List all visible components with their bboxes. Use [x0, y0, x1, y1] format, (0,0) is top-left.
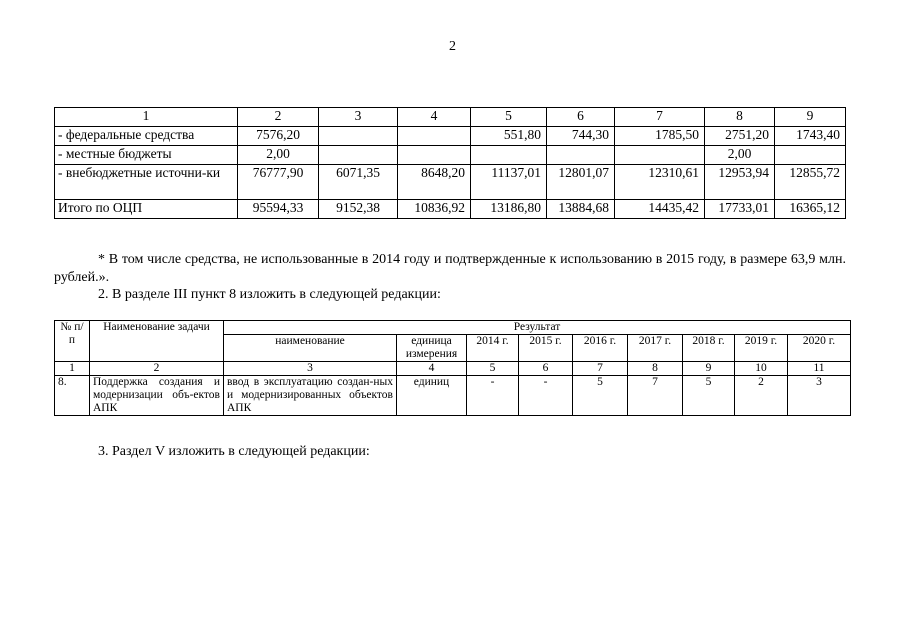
table-cell: 8648,20	[398, 165, 471, 200]
table-cell: 13186,80	[471, 200, 547, 219]
column-number: 11	[788, 362, 851, 376]
col-name-header: наименование	[224, 335, 397, 362]
header-cell: 6	[547, 108, 615, 127]
indicator-name: ввод в эксплуатацию создан-ных и модернизированных объектов АПК	[224, 376, 397, 416]
table-header-row	[55, 321, 851, 335]
table-row	[55, 376, 851, 416]
table-row	[55, 165, 846, 200]
column-number: 4	[397, 362, 467, 376]
table-cell: 744,30	[547, 127, 615, 146]
column-number: 8	[628, 362, 683, 376]
year-value: -	[519, 376, 573, 416]
row-label: - местные бюджеты	[55, 146, 238, 165]
column-number: 1	[55, 362, 90, 376]
year-value: 5	[683, 376, 735, 416]
year-value: 5	[573, 376, 628, 416]
year-value: 2	[735, 376, 788, 416]
table-cell: 95594,33	[238, 200, 319, 219]
column-number: 10	[735, 362, 788, 376]
header-cell: 1	[55, 108, 238, 127]
table-cell: 16365,12	[775, 200, 846, 219]
column-number: 5	[467, 362, 519, 376]
table-cell: 1743,40	[775, 127, 846, 146]
year-value: 3	[788, 376, 851, 416]
table-cell: 2751,20	[705, 127, 775, 146]
row-label: - внебюджетные источни-ки	[55, 165, 238, 200]
table-cell: 17733,01	[705, 200, 775, 219]
page-number: 2	[449, 39, 456, 54]
table-cell	[775, 146, 846, 165]
year-header: 2019 г.	[735, 335, 788, 362]
year-header: 2014 г.	[467, 335, 519, 362]
year-header: 2018 г.	[683, 335, 735, 362]
funding-table	[54, 107, 846, 219]
table-cell: 2,00	[238, 146, 319, 165]
table-cell: 10836,92	[398, 200, 471, 219]
row-label: - федеральные средства	[55, 127, 238, 146]
table-cell: 2,00	[705, 146, 775, 165]
header-cell: 5	[471, 108, 547, 127]
col-result-header: Результат	[224, 321, 851, 335]
column-number: 7	[573, 362, 628, 376]
column-number: 9	[683, 362, 735, 376]
year-header: 2016 г.	[573, 335, 628, 362]
column-number-row	[55, 362, 851, 376]
header-cell: 2	[238, 108, 319, 127]
table-cell	[398, 146, 471, 165]
table-cell: 12310,61	[615, 165, 705, 200]
item-2-paragraph: 2. В разделе III пункт 8 изложить в следующей редакции:	[98, 287, 441, 302]
header-cell: 7	[615, 108, 705, 127]
year-value: -	[467, 376, 519, 416]
table-cell: 11137,01	[471, 165, 547, 200]
header-cell: 3	[319, 108, 398, 127]
table-cell: 551,80	[471, 127, 547, 146]
table-cell: 13884,68	[547, 200, 615, 219]
unit: единиц	[397, 376, 467, 416]
column-number: 6	[519, 362, 573, 376]
col-unit-header: единица измерения	[397, 335, 467, 362]
year-header: 2017 г.	[628, 335, 683, 362]
results-table	[54, 320, 851, 416]
year-header: 2020 г.	[788, 335, 851, 362]
table-header-row	[55, 108, 846, 127]
column-number: 2	[90, 362, 224, 376]
table-cell: 9152,38	[319, 200, 398, 219]
table-cell: 6071,35	[319, 165, 398, 200]
col-number-header: № п/п	[55, 321, 90, 362]
table-cell	[547, 146, 615, 165]
table-cell	[319, 146, 398, 165]
task-name: Поддержка создания и модернизации объ-ектов АПК	[90, 376, 224, 416]
table-cell: 12855,72	[775, 165, 846, 200]
table-row	[55, 146, 846, 165]
year-value: 7	[628, 376, 683, 416]
footnote-paragraph: * В том числе средства, не использованные в 2014 году и подтвержденные к использованию в 2015 году, в размере 63,9 млн. рублей.».	[54, 252, 846, 285]
row-label: Итого по ОЦП	[55, 200, 238, 219]
year-header: 2015 г.	[519, 335, 573, 362]
table-row	[55, 127, 846, 146]
table-cell	[398, 127, 471, 146]
table-cell: 76777,90	[238, 165, 319, 200]
table-cell	[615, 146, 705, 165]
column-number: 3	[224, 362, 397, 376]
header-cell: 4	[398, 108, 471, 127]
table-cell	[319, 127, 398, 146]
header-cell: 9	[775, 108, 846, 127]
header-cell: 8	[705, 108, 775, 127]
row-number: 8.	[55, 376, 90, 416]
table-cell: 7576,20	[238, 127, 319, 146]
table-cell: 12953,94	[705, 165, 775, 200]
table-cell: 1785,50	[615, 127, 705, 146]
table-cell: 14435,42	[615, 200, 705, 219]
col-task-header: Наименование задачи	[90, 321, 224, 362]
table-row	[55, 200, 846, 219]
item-3-paragraph: 3. Раздел V изложить в следующей редакции:	[98, 444, 370, 459]
table-cell	[471, 146, 547, 165]
table-cell: 12801,07	[547, 165, 615, 200]
